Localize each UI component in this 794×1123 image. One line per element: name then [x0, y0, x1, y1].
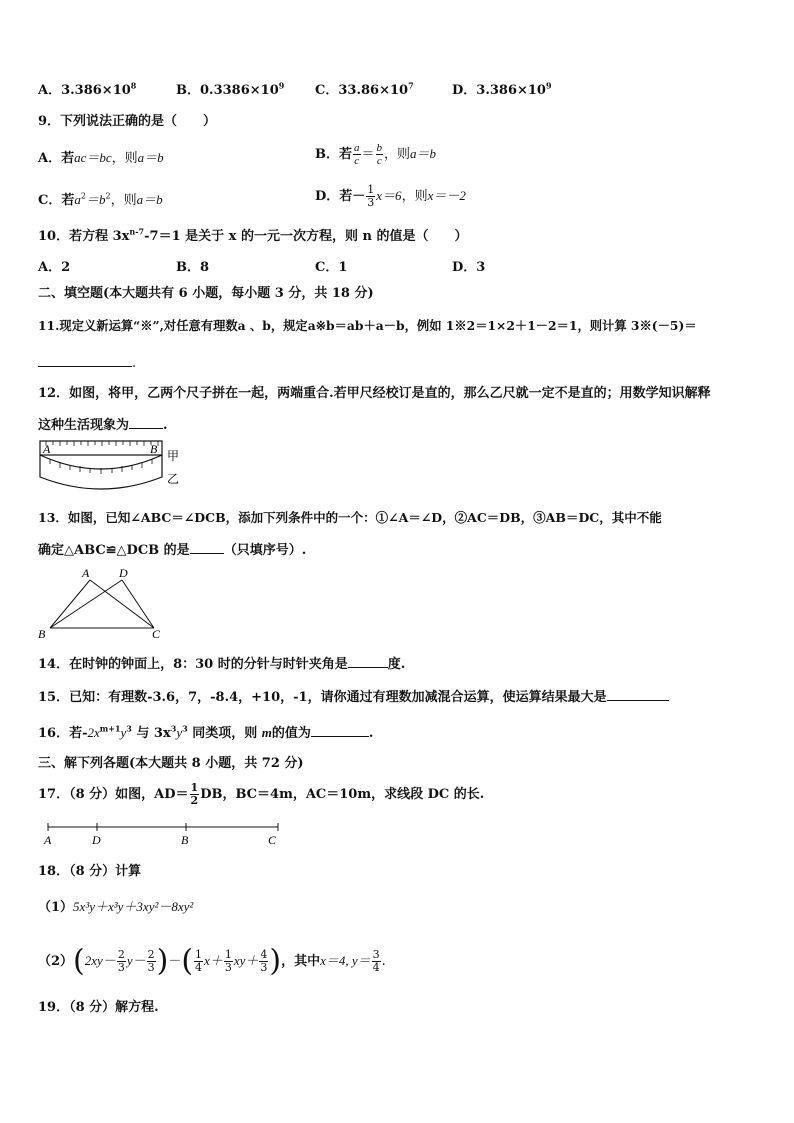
ruler-label-jia: 甲	[167, 449, 180, 463]
q15-text: 15．已知：有理数-3.6，7，-8.4，+10，-1，请你通过有理数加减混合运算，使运算结果最大是	[38, 686, 669, 708]
q12-text-line2: 这种生活现象为 .	[38, 414, 168, 436]
q14-text: 14．在时钟的钟面上，8：30 时的分针与时针夹角是 度.	[38, 653, 405, 675]
q11-answer: .	[38, 352, 136, 374]
q12-text-line1: 12．如图，将甲，乙两个尺子拼在一起，两端重合.若甲尺经校订是直的，那么乙尺就一定不是直的；用数学知识解释	[38, 386, 711, 401]
q9-option-b: B．若 $\frac{a}{c}$ ＝ $\frac{b}{c}$ ，则a＝b	[315, 142, 437, 167]
point-label-b: B	[181, 833, 189, 847]
q13-triangle-figure	[34, 566, 174, 642]
point-label-d: D	[92, 833, 101, 847]
segment-bd	[50, 580, 122, 628]
q9-option-a: A．若ac＝bc，则a＝b	[38, 150, 164, 166]
ruler-label-yi: 乙	[167, 472, 180, 486]
q15-answer-blank	[607, 686, 669, 701]
vertex-label-c: C	[152, 627, 161, 641]
q10-option-b: B．8	[176, 260, 210, 275]
q10-stem: 10．若方程 $3x^{n-7}-7=1$ 是关于 x 的一元一次方程，则 n 的值是（ ）	[38, 226, 468, 244]
ruler-yi-ticks	[50, 459, 152, 474]
q18-title: 18．（8 分）计算	[38, 864, 142, 879]
vertex-label-d: D	[119, 566, 128, 580]
q12-rulers-figure	[36, 437, 186, 493]
ruler-yi-top-edge	[40, 455, 162, 469]
vertex-label-b: B	[38, 627, 46, 641]
segment-ba	[50, 580, 90, 628]
q17-text: 17．（8 分）如图，AD＝ $\frac{1}{2}$ DB，BC＝4m，AC＝10m，求线段 DC 的长.	[38, 781, 485, 807]
q19-text: 19．（8 分）解方程.	[38, 1000, 159, 1015]
q18-part2: （2）(2xy－ $\frac{2}{3}$ y－ $\frac{2}{3}$ )－( $\frac{1}{4}$ x＋ $\frac{1}{3}$ xy＋ $\frac{4}{3}$ )，其中x＝4, y＝ $\frac{3}{4}$ .	[38, 943, 386, 979]
q16-answer-blank	[311, 722, 369, 737]
q11-answer-blank	[38, 352, 132, 367]
q9-option-c: C．若$a^2=b^2$，则a＝b	[38, 191, 163, 208]
section-3-heading: 三、解下列各题(本大题共 8 小题，共 72 分)	[38, 756, 304, 771]
section-2-heading: 二、填空题(本大题共有 6 小题，每小题 3 分，共 18 分)	[38, 286, 374, 301]
q13-text-line1: 13．如图，已知∠ABC＝∠DCB，添加下列条件中的一个：①∠A＝∠D，②AC＝DB，③AB＝DC，其中不能	[38, 510, 662, 525]
q8-option-b: B．$0.3386\times 10^9$	[176, 80, 285, 98]
q8-option-a: A．$3.386\times 10^8$	[38, 80, 137, 98]
q16-text: 16．若$-2x^{m+1}y^3$ 与 $3x^3y^3$ 同类项，则 m的值为 .	[38, 723, 374, 741]
segment-ac	[90, 580, 154, 628]
q9-stem: 9．下列说法正确的是（ ）	[38, 114, 217, 129]
point-label-c: C	[268, 833, 277, 847]
q8-option-d: D．$3.386\times 10^9$	[452, 80, 552, 98]
vertex-label-a: A	[82, 566, 90, 580]
q17-line-segment-figure	[40, 818, 286, 848]
ruler-jia-ticks	[46, 441, 158, 446]
q13-answer-blank	[190, 539, 224, 554]
ruler-label-b: B	[150, 442, 158, 456]
point-label-a: A	[44, 833, 52, 847]
q11-text: 11.现定义新运算“※”,对任意有理数a 、b，规定a※b＝ab＋a－b，例如 1※2＝1×2＋1－2＝1，则计算 3※(－5)＝	[38, 318, 697, 333]
segment-dc	[122, 580, 154, 628]
q9-option-d: D．若－ $\frac{1}{3}$ x＝6，则x＝－2	[315, 183, 466, 209]
q12-answer-blank	[129, 414, 163, 429]
q14-answer-blank	[348, 653, 388, 668]
q13-text-line2: 确定△ABC≌△DCB 的是 （只填序号）.	[38, 539, 306, 561]
q10-option-d: D．3	[452, 260, 486, 275]
q8-option-c: C．$33.86\times 10^7$	[315, 80, 414, 98]
q18-part1: （1）5x³y＋x³y＋3xy²－8xy²	[38, 899, 194, 915]
q10-option-c: C．1	[315, 260, 348, 275]
q10-option-a: A．2	[38, 260, 71, 275]
ruler-label-a: A	[43, 442, 51, 456]
